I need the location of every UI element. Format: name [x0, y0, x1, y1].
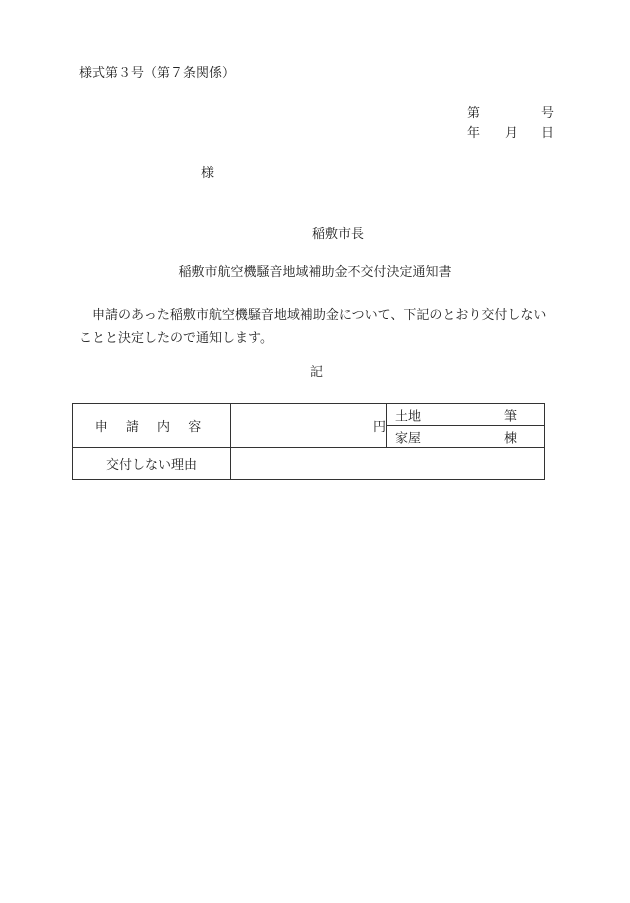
land-cell: [387, 404, 545, 426]
application-table: [72, 403, 545, 480]
amount-unit: 円: [372, 420, 386, 435]
body-text: 申請のあった稲敷市航空機騒音地域補助金について、下記のとおり交付しないことと決定したので通知します。: [79, 308, 547, 346]
house-label: 家屋: [395, 431, 422, 446]
reason-value-cell: [231, 448, 545, 480]
application-label-cell: [73, 404, 231, 448]
document-title: 稲敷市航空機騒音地域補助金不交付決定通知書: [178, 265, 452, 280]
sender-name: 稲敷市長: [312, 227, 365, 242]
application-label: 申 請 内 容: [94, 420, 209, 435]
date-year: 年: [467, 126, 481, 141]
house-unit: 棟: [504, 431, 518, 446]
note-heading: 記: [310, 365, 324, 380]
date-month: 月: [505, 126, 519, 141]
addressee-honorific: 様: [201, 166, 215, 181]
land-label: 土地: [395, 409, 422, 424]
form-number: 様式第３号（第７条関係）: [79, 66, 236, 81]
house-cell: [387, 426, 545, 448]
document-number-suffix: 号: [541, 106, 555, 121]
amount-cell: [231, 404, 387, 448]
date-day: 日: [541, 126, 555, 141]
document-number-prefix: 第: [467, 106, 481, 121]
land-unit: 筆: [504, 409, 518, 424]
reason-label: 交付しない理由: [105, 458, 197, 473]
reason-label-cell: [73, 448, 231, 480]
body-paragraph: [79, 304, 554, 350]
